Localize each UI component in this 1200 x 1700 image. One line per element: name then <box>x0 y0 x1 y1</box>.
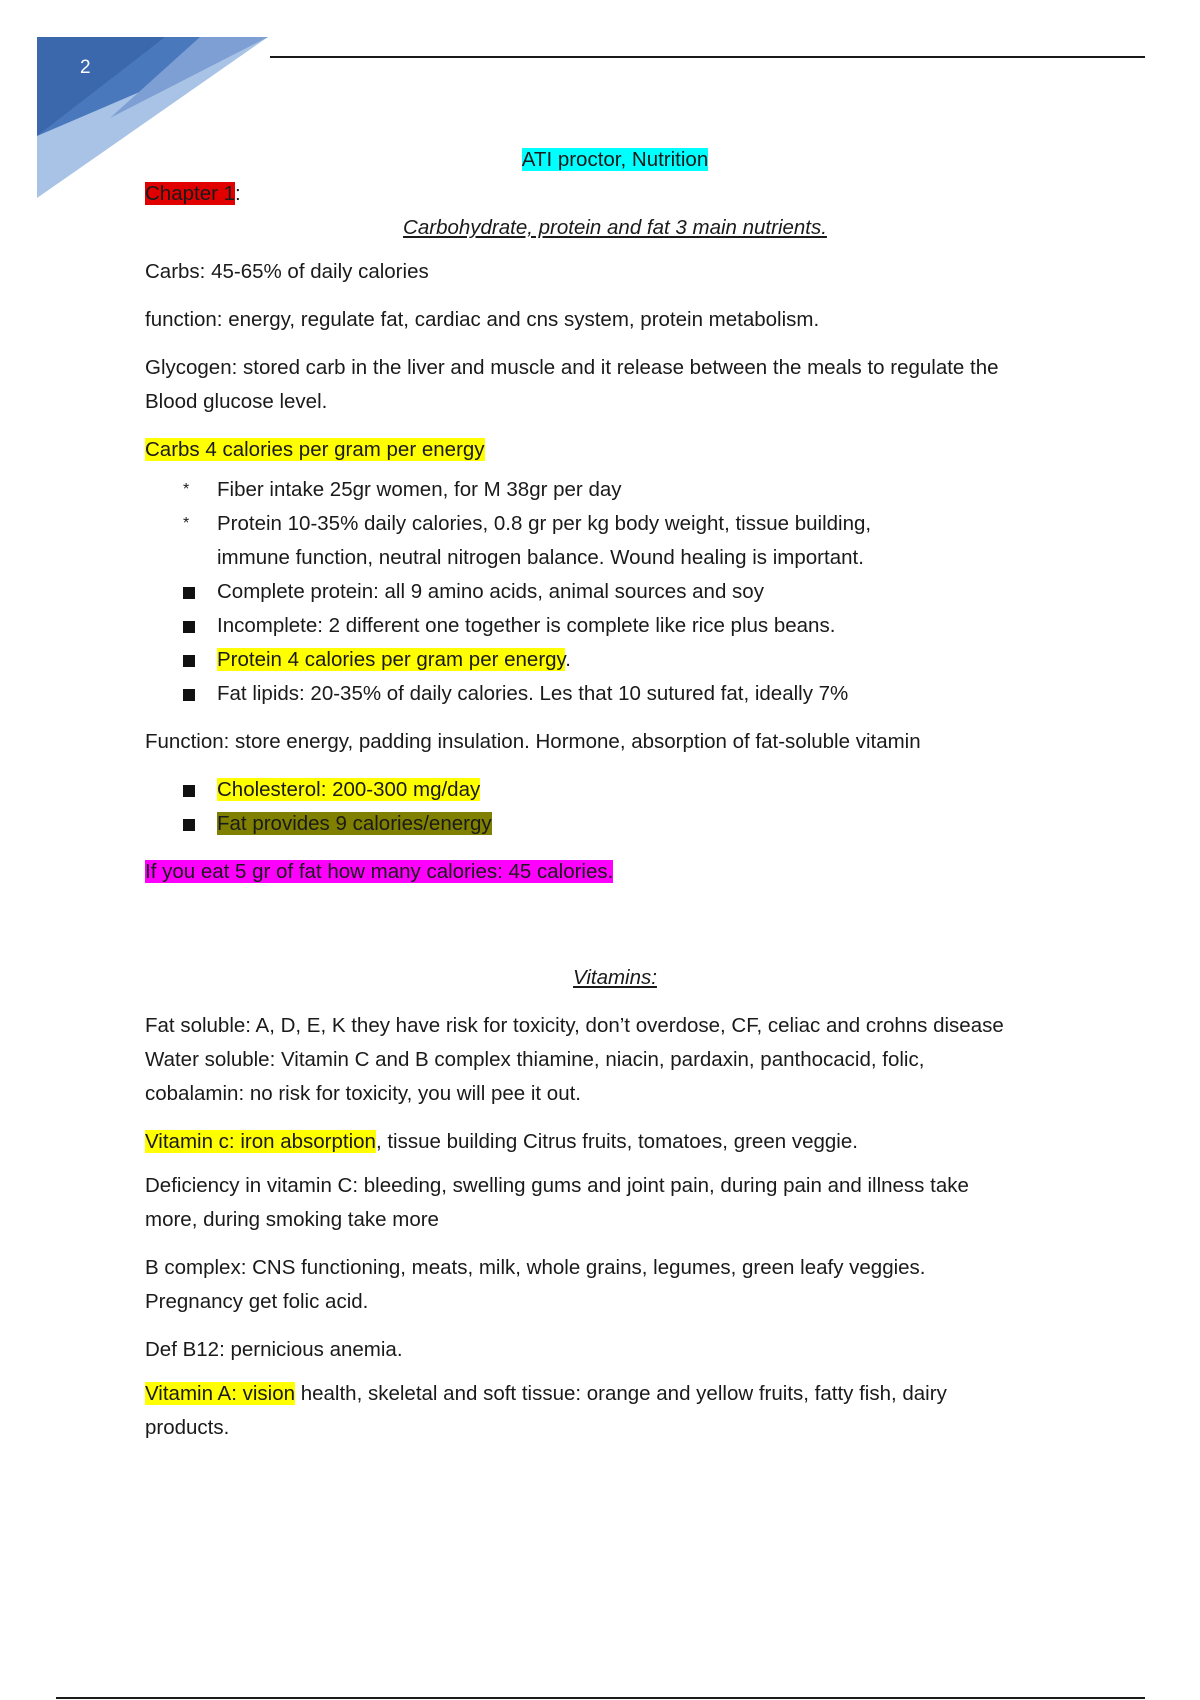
chapter-heading <box>145 177 1105 211</box>
square-bullet-list <box>145 575 1105 711</box>
b12-line: Def B12: pernicious anemia. <box>145 1338 403 1361</box>
vitamin-c-tail: , tissue building Citrus fruits, tomatoes, green veggie. <box>375 1130 858 1153</box>
glycogen-line-2: Blood glucose level. <box>145 390 328 413</box>
star-bullet-icon: * <box>183 515 190 532</box>
vitamin-a-tail: health, skeletal and soft tissue: orange and yellow fruits, fatty fish, dairy <box>295 1382 947 1405</box>
square-bullet-icon <box>183 819 195 831</box>
b-complex-line-1: B complex: CNS functioning, meats, milk, whole grains, legumes, green leafy veggies. <box>145 1256 926 1279</box>
list-item-text: Fiber intake 25gr women, for M 38gr per day <box>217 478 622 501</box>
document-title-row <box>145 143 1085 177</box>
star-bullet-list <box>145 473 1105 575</box>
list-item <box>145 609 1105 643</box>
list-item <box>145 643 1105 677</box>
vitamin-c-deficiency-line-2: more, during smoking take more <box>145 1208 439 1231</box>
document-title: ATI proctor, Nutrition <box>521 148 709 171</box>
vitamin-a-highlight: Vitamin A: vision <box>145 1382 296 1405</box>
list-item <box>145 677 1105 711</box>
list-item <box>145 507 1105 575</box>
vitamins-heading: Vitamins: <box>573 966 657 989</box>
function-line: function: energy, regulate fat, cardiac and cns system, protein metabolism. <box>145 308 820 331</box>
list-item-text: Incomplete: 2 different one together is complete like rice plus beans. <box>217 614 836 637</box>
document-body <box>145 143 1105 1445</box>
square-bullet-icon <box>183 689 195 701</box>
list-item <box>145 575 1105 609</box>
list-item-text <box>217 807 1105 841</box>
list-item-text-continued: immune function, neutral nitrogen balance. Wound healing is important. <box>217 546 864 569</box>
fat-soluble-line: Fat soluble: A, D, E, K they have risk for toxicity, don’t overdose, CF, celiac and crohns disease <box>145 1014 1004 1037</box>
water-soluble-line-2: cobalamin: no risk for toxicity, you will pee it out. <box>145 1082 581 1105</box>
glycogen-paragraph <box>145 351 1105 419</box>
water-soluble-line-1: Water soluble: Vitamin C and B complex thiamine, niacin, pardaxin, panthocacid, folic, <box>145 1048 925 1071</box>
carbs-energy-highlight: Carbs 4 calories per gram per energy <box>145 438 485 461</box>
fat-question-line <box>145 855 1105 889</box>
footer-rule <box>56 1697 1145 1699</box>
square-bullet-icon <box>183 655 195 667</box>
list-item-text <box>217 773 1105 807</box>
fat-bullet-list <box>145 773 1105 841</box>
carbs-energy-line <box>145 433 1105 467</box>
header-rule <box>270 56 1145 58</box>
b-complex-paragraph <box>145 1251 1105 1319</box>
vitamin-a-line-2: products. <box>145 1416 230 1439</box>
square-bullet-icon <box>183 587 195 599</box>
protein-energy-highlight: Protein 4 calories per gram per energy <box>217 648 566 671</box>
vitamin-c-deficiency-line-1: Deficiency in vitamin C: bleeding, swelling gums and joint pain, during pain and illness take <box>145 1174 969 1197</box>
fat-question-highlight: If you eat 5 gr of fat how many calories: 45 calories. <box>145 860 614 883</box>
vitamin-c-highlight: Vitamin c: iron absorption <box>145 1130 376 1153</box>
fat-function-line: Function: store energy, padding insulation. Hormone, absorption of fat-soluble vitamin <box>145 730 921 753</box>
list-item-text: Protein 10-35% daily calories, 0.8 gr per kg body weight, tissue building, <box>217 512 872 535</box>
list-item-text: Fat lipids: 20-35% of daily calories. Les that 10 sutured fat, ideally 7% <box>217 682 849 705</box>
page-number: 2 <box>80 57 91 78</box>
b-complex-line-2: Pregnancy get folic acid. <box>145 1290 369 1313</box>
list-item <box>145 473 1105 507</box>
glycogen-line-1: Glycogen: stored carb in the liver and muscle and it release between the meals to regulate the <box>145 356 999 379</box>
vitamin-c-line <box>145 1125 1105 1159</box>
vitamin-a-paragraph <box>145 1377 1105 1445</box>
chapter-suffix: : <box>235 182 241 205</box>
list-item-text <box>217 643 1105 677</box>
cholesterol-highlight: Cholesterol: 200-300 mg/day <box>217 778 481 801</box>
vitamin-c-deficiency-paragraph <box>145 1169 1105 1237</box>
square-bullet-icon <box>183 785 195 797</box>
section-subtitle: Carbohydrate, protein and fat 3 main nutrients. <box>403 216 827 239</box>
protein-energy-tail: . <box>565 648 571 671</box>
square-bullet-icon <box>183 621 195 633</box>
list-item-text: Complete protein: all 9 amino acids, animal sources and soy <box>217 580 764 603</box>
soluble-paragraph <box>145 1009 1105 1111</box>
list-item <box>145 807 1105 841</box>
chapter-label: Chapter 1 <box>145 182 236 205</box>
carbs-line: Carbs: 45-65% of daily calories <box>145 260 429 283</box>
star-bullet-icon: * <box>183 481 190 498</box>
fat-calories-highlight: Fat provides 9 calories/energy <box>217 812 492 835</box>
list-item <box>145 773 1105 807</box>
